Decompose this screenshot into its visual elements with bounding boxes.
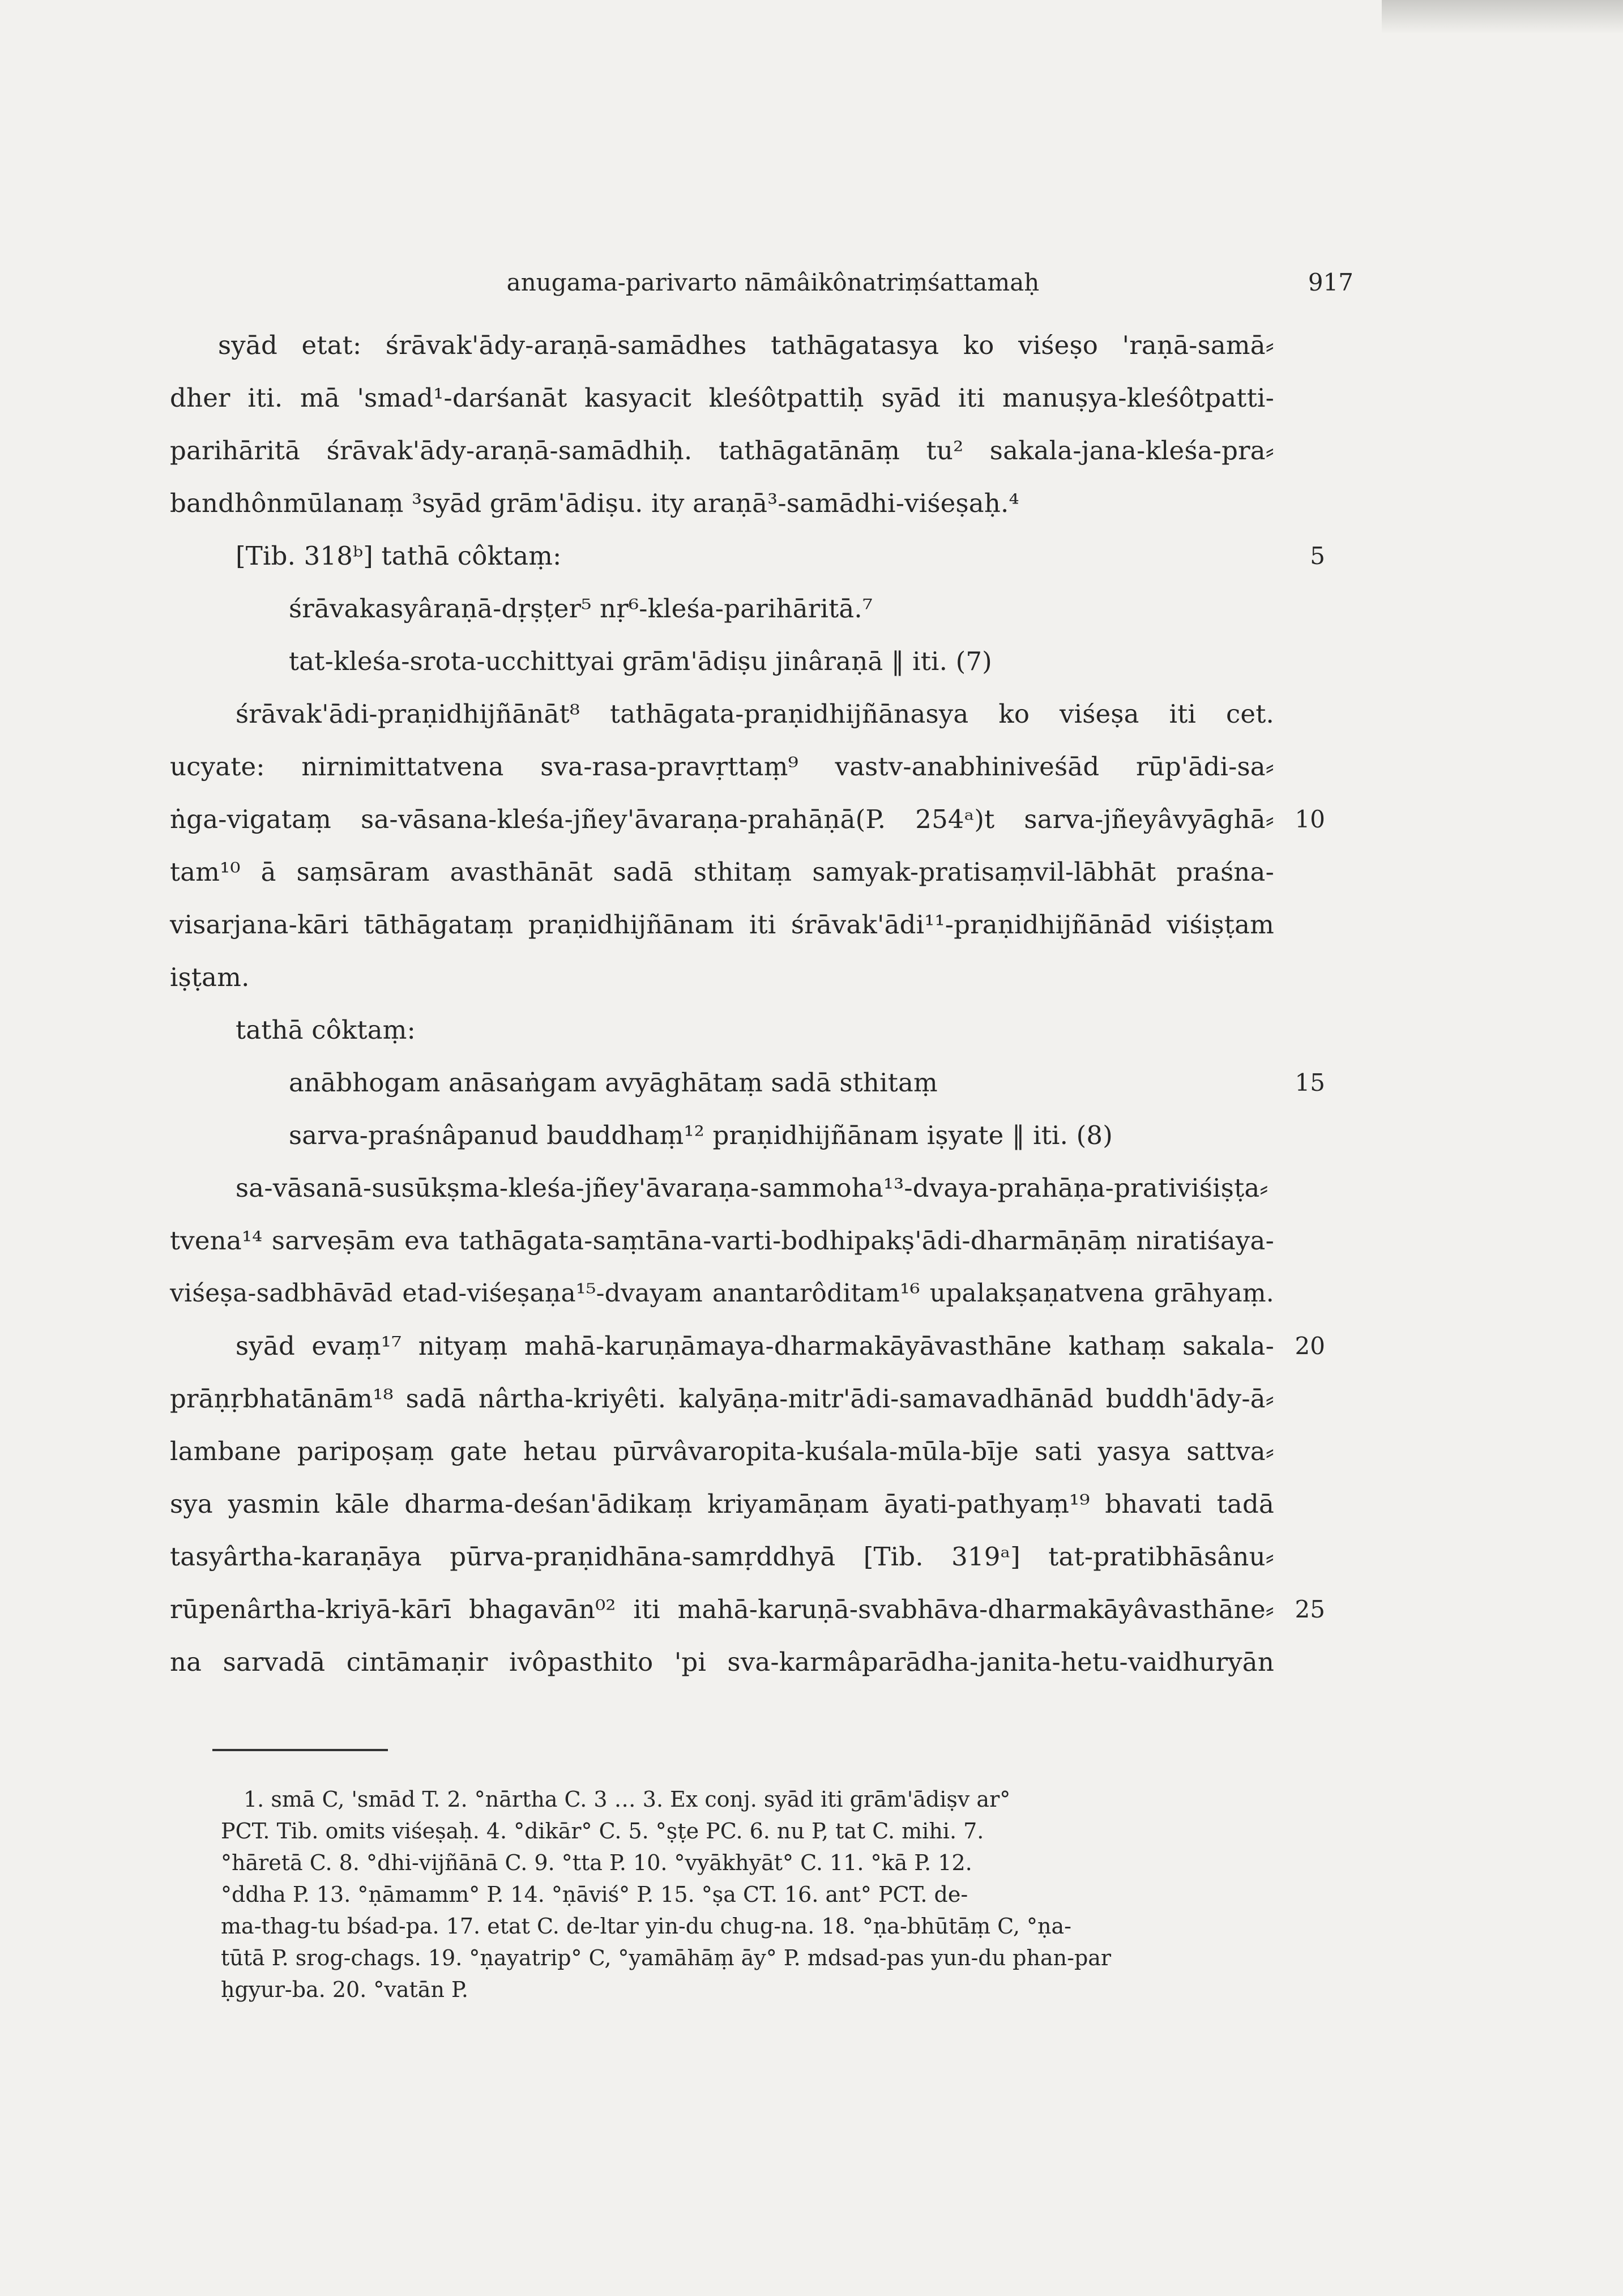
text-line: tvena¹⁴ sarveṣām eva tathāgata-saṃtāna-varti-bodhipakṣ'ādi-dharmāṇāṃ niratiśaya-: [170, 1226, 1274, 1256]
running-head: anugama-parivarto nāmâikônatriṃśattamaḥ: [506, 268, 1040, 296]
text-line: dher iti. mā 'smad¹-darśanāt kasyacit kleśôtpattiḥ syād iti manuṣya-kleśôtpatti-: [170, 383, 1274, 413]
verse-line: śrāvakasyâraṇā-dṛṣṭer⁵ nṛ⁶-kleśa-parihāritā.⁷: [289, 594, 873, 624]
text-line: lambane paripoṣaṃ gate hetau pūrvâvaropita-kuśala-mūla-bīje sati yasya sattva⸗: [170, 1436, 1274, 1466]
text-line: ṅga-vigataṃ sa-vāsana-kleśa-jñey'āvaraṇa-prahāṇā(P. 254ᵃ)t sarva-jñeyâvyāghā⸗: [170, 804, 1274, 834]
line-number: 25: [1295, 1595, 1325, 1623]
line-number: 15: [1295, 1069, 1325, 1096]
footnote-line: ḥgyur-ba. 20. °vatān P.: [221, 1977, 468, 2002]
text-line: rūpenârtha-kriyā-kārī bhagavān⁰² iti mahā-karuṇā-svabhāva-dharmakāyâvasthāne⸗: [170, 1594, 1274, 1624]
text-line: na sarvadā cintāmaṇir ivôpasthito 'pi sva-karmâparādha-janita-hetu-vaidhuryān: [170, 1647, 1274, 1677]
footnote-line: PCT. Tib. omits viśeṣaḥ. 4. °dikār° C. 5. °ṣṭe PC. 6. nu P, tat C. mihi. 7.: [221, 1819, 984, 1843]
text-line: viśeṣa-sadbhāvād etad-viśeṣaṇa¹⁵-dvayam anantarôditam¹⁶ upalakṣaṇatvena grāhyaṃ.: [170, 1279, 1274, 1308]
text-line: iṣṭam.: [170, 962, 250, 992]
text-line: sya yasmin kāle dharma-deśan'ādikaṃ kriyamāṇam āyati-pathyaṃ¹⁹ bhavati tadā: [170, 1489, 1274, 1519]
page-header: [0, 268, 1623, 302]
text-line: syād evaṃ¹⁷ nityaṃ mahā-karuṇāmaya-dharmakāyāvasthāne kathaṃ sakala-: [236, 1331, 1274, 1361]
footnote-line: tūtā P. srog-chags. 19. °ṇayatrip° C, °yamāhāṃ āy° P. mdsad-pas yun-du phan-par: [221, 1945, 1112, 1970]
line-number: 5: [1310, 542, 1325, 570]
verse-line: sarva-praśnâpanud bauddhaṃ¹² praṇidhijñānam iṣyate ‖ iti. (8): [289, 1120, 1113, 1150]
text-line: śrāvak'ādi-praṇidhijñānāt⁸ tathāgata-praṇidhijñānasya ko viśeṣa iti cet.: [236, 699, 1274, 729]
text-line: ucyate: nirnimittatvena sva-rasa-pravṛttaṃ⁹ vastv-anabhiniveśād rūp'ādi-sa⸗: [170, 752, 1274, 782]
text-line: visarjana-kāri tāthāgataṃ praṇidhijñānam iti śrāvak'ādi¹¹-praṇidhijñānād viśiṣṭam: [170, 910, 1274, 940]
line-number: 20: [1295, 1332, 1325, 1360]
text-line: syād etat: śrāvak'ādy-araṇā-samādhes tathāgatasya ko viśeṣo 'raṇā-samā⸗: [218, 330, 1274, 360]
page-number: 917: [1308, 268, 1353, 296]
text-line: bandhônmūlanaṃ ³syād grām'ādiṣu. ity araṇā³-samādhi-viśeṣaḥ.⁴: [170, 488, 1019, 518]
text-line: sa-vāsanā-susūkṣma-kleśa-jñey'āvaraṇa-sammoha¹³-dvaya-prahāṇa-prativiśiṣṭa⸗: [236, 1173, 1268, 1203]
verse-line: tat-kleśa-srota-ucchittyai grām'ādiṣu jinâraṇā ‖ iti. (7): [289, 646, 992, 676]
scan-shadow: [1382, 0, 1623, 34]
footnote-line: 1. smā C, 'smād T. 2. °nārtha C. 3 … 3. Ex conj. syād iti grām'ādiṣv ar°: [244, 1787, 1011, 1812]
line-number: 10: [1295, 805, 1325, 833]
text-line: [Tib. 318ᵇ] tathā côktaṃ:: [236, 541, 562, 571]
text-line: tasyârtha-karaṇāya pūrva-praṇidhāna-samṛddhyā [Tib. 319ᵃ] tat-pratibhāsânu⸗: [170, 1542, 1274, 1572]
footnote-rule: [212, 1749, 388, 1751]
footnote-line: ma-thag-tu bśad-pa. 17. etat C. de-ltar yin-du chug-na. 18. °ṇa-bhūtāṃ C, °ṇa-: [221, 1914, 1071, 1939]
text-line: parihāritā śrāvak'ādy-araṇā-samādhiḥ. tathāgatānāṃ tu² sakala-jana-kleśa-pra⸗: [170, 436, 1274, 466]
verse-line: anābhogam anāsaṅgam avyāghātaṃ sadā sthitaṃ: [289, 1068, 938, 1098]
text-line: tathā côktaṃ:: [236, 1015, 416, 1045]
text-line: tam¹⁰ ā saṃsāram avasthānāt sadā sthitaṃ samyak-pratisaṃvil-lābhāt praśna-: [170, 857, 1274, 887]
footnote-line: °ddha P. 13. °ṇāmamm° P. 14. °ṇāviś° P. 15. °ṣa CT. 16. ant° PCT. de-: [221, 1882, 968, 1907]
text-line: prāṇṛbhatānām¹⁸ sadā nârtha-kriyêti. kalyāṇa-mitr'ādi-samavadhānād buddh'ādy-ā⸗: [170, 1384, 1274, 1414]
footnote-line: °hāretā C. 8. °dhi-vijñānā C. 9. °tta P. 10. °vyākhyāt° C. 11. °kā P. 12.: [221, 1850, 972, 1875]
